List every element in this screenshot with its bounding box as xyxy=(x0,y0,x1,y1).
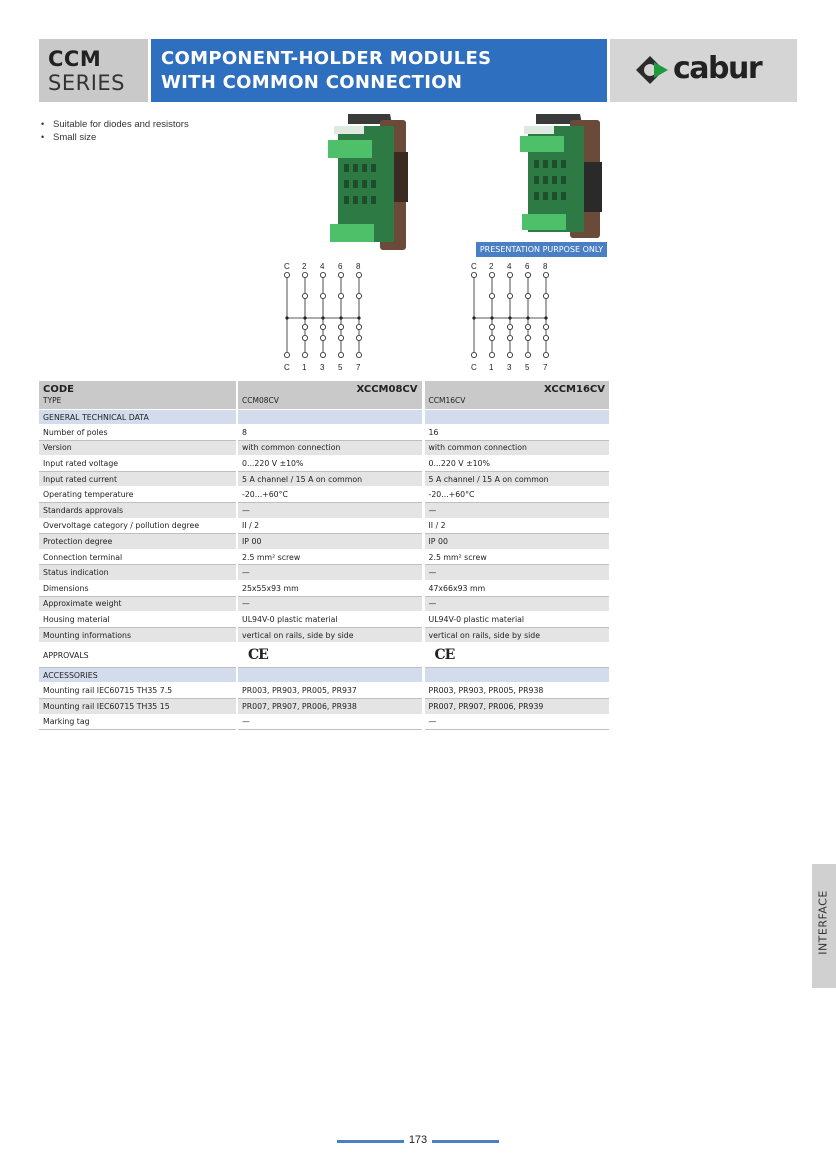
table-row xyxy=(39,596,609,612)
spec-value: IP 00 xyxy=(237,534,423,550)
footer-rule-left xyxy=(337,1140,409,1143)
wiring-schematic-ccm16 xyxy=(463,260,563,375)
spec-label: Connection terminal xyxy=(39,549,237,565)
spec-value: vertical on rails, side by side xyxy=(423,627,609,643)
spec-value: vertical on rails, side by side xyxy=(237,627,423,643)
spec-value: IP 00 xyxy=(423,534,609,550)
spec-value: 0...220 V ±10% xyxy=(423,456,609,472)
schematic-bottom-label: 5 xyxy=(338,363,343,372)
spec-value: UL94V-0 plastic material xyxy=(423,612,609,628)
cabur-logo-icon xyxy=(632,52,670,88)
brand-logo xyxy=(610,39,797,102)
presentation-badge: PRESENTATION PURPOSE ONLY xyxy=(476,242,607,257)
approvals-row xyxy=(39,643,609,668)
spec-value: — xyxy=(423,714,609,730)
spec-value: — xyxy=(423,502,609,518)
spec-value: 5 A channel / 15 A on common xyxy=(423,471,609,487)
spec-value: -20...+60°C xyxy=(237,487,423,503)
product-photo-ccm16 xyxy=(514,112,610,242)
ce-mark-icon: CE xyxy=(434,647,455,664)
table-row xyxy=(39,502,609,518)
schematic-bottom-label: 1 xyxy=(302,363,307,372)
spec-value: PR007, PR907, PR006, PR938 xyxy=(237,698,423,714)
series-code: CCM xyxy=(48,47,102,71)
schematic-top-label: C xyxy=(471,262,477,271)
spec-value: — xyxy=(423,596,609,612)
spec-value: 2.5 mm² screw xyxy=(423,549,609,565)
feature-item: • Small size xyxy=(40,131,189,144)
page-title-line1: COMPONENT-HOLDER MODULES xyxy=(161,48,492,69)
spec-label: Overvoltage category / pollution degree xyxy=(39,518,237,534)
schematic-bottom-label: 3 xyxy=(507,363,512,372)
table-row xyxy=(39,534,609,550)
type-label: TYPE xyxy=(43,396,62,405)
spec-value: 16 xyxy=(423,425,609,441)
spec-label: Input rated voltage xyxy=(39,456,237,472)
accessory-row xyxy=(39,683,609,699)
page-number: 173 xyxy=(404,1134,432,1146)
spec-value: 8 xyxy=(237,425,423,441)
title-box xyxy=(151,39,607,102)
section-label: ACCESSORIES xyxy=(39,668,237,683)
approvals-label: APPROVALS xyxy=(39,643,237,668)
section-header-accessories xyxy=(39,668,609,683)
product-code: XCCM16CV xyxy=(544,384,605,395)
spec-label: Housing material xyxy=(39,612,237,628)
spec-value: PR007, PR907, PR006, PR939 xyxy=(423,698,609,714)
spec-label: Standards approvals xyxy=(39,502,237,518)
table-row xyxy=(39,440,609,456)
table-row xyxy=(39,580,609,596)
page-title-line2: WITH COMMON CONNECTION xyxy=(161,72,463,93)
schematic-top-label: 8 xyxy=(356,262,361,271)
table-row xyxy=(39,471,609,487)
table-row xyxy=(39,518,609,534)
accessory-row xyxy=(39,714,609,730)
product-type: CCM08CV xyxy=(242,396,279,405)
spec-value: — xyxy=(237,714,423,730)
accessory-row xyxy=(39,698,609,714)
schematic-top-label: 2 xyxy=(489,262,494,271)
spec-label: Marking tag xyxy=(39,714,237,730)
schematic-bottom-label: 5 xyxy=(525,363,530,372)
spec-value: with common connection xyxy=(237,440,423,456)
spec-value: II / 2 xyxy=(237,518,423,534)
wiring-schematic-ccm08 xyxy=(276,260,376,375)
spec-table xyxy=(39,381,609,730)
spec-value: — xyxy=(237,596,423,612)
feature-list xyxy=(40,118,189,144)
spec-value: — xyxy=(237,502,423,518)
spec-value: PR003, PR903, PR005, PR937 xyxy=(237,683,423,699)
schematic-bottom-label: 7 xyxy=(543,363,548,372)
product-type: CCM16CV xyxy=(428,396,466,405)
spec-value: — xyxy=(237,565,423,581)
schematic-bottom-label: 7 xyxy=(356,363,361,372)
table-row xyxy=(39,456,609,472)
spec-value: with common connection xyxy=(423,440,609,456)
table-row xyxy=(39,487,609,503)
section-side-tab xyxy=(812,864,836,988)
schematic-top-label: 4 xyxy=(507,262,512,271)
spec-value: 47x66x93 mm xyxy=(423,580,609,596)
table-row xyxy=(39,425,609,441)
logo-text: cabur xyxy=(673,51,762,86)
schematic-top-label: 8 xyxy=(543,262,548,271)
product-photo-ccm08 xyxy=(320,112,420,257)
spec-value: 2.5 mm² screw xyxy=(237,549,423,565)
schematic-top-label: 4 xyxy=(320,262,325,271)
spec-label: Mounting rail IEC60715 TH35 15 xyxy=(39,698,237,714)
spec-value: PR003, PR903, PR005, PR938 xyxy=(423,683,609,699)
spec-value: 5 A channel / 15 A on common xyxy=(237,471,423,487)
ce-mark-icon: CE xyxy=(248,647,268,664)
series-word: SERIES xyxy=(48,71,125,95)
schematic-bottom-label: 3 xyxy=(320,363,325,372)
schematic-top-label: C xyxy=(284,262,290,271)
section-label: GENERAL TECHNICAL DATA xyxy=(39,410,237,425)
code-row xyxy=(39,381,609,410)
side-tab-label: INTERFACE xyxy=(816,890,830,955)
code-label: CODE xyxy=(43,384,74,395)
spec-label: Number of poles xyxy=(39,425,237,441)
table-row xyxy=(39,549,609,565)
table-row xyxy=(39,627,609,643)
schematic-top-label: 6 xyxy=(525,262,530,271)
schematic-bottom-label: C xyxy=(471,363,477,372)
schematic-bottom-label: 1 xyxy=(489,363,494,372)
spec-value: — xyxy=(423,565,609,581)
spec-label: Version xyxy=(39,440,237,456)
spec-label: Dimensions xyxy=(39,580,237,596)
spec-value: 25x55x93 mm xyxy=(237,580,423,596)
spec-label: Mounting informations xyxy=(39,627,237,643)
spec-value: UL94V-0 plastic material xyxy=(237,612,423,628)
footer-rule-right xyxy=(427,1140,499,1143)
product-code: XCCM08CV xyxy=(356,384,418,395)
section-header-general xyxy=(39,410,609,425)
table-row xyxy=(39,565,609,581)
schematic-top-label: 2 xyxy=(302,262,307,271)
series-box xyxy=(39,39,148,102)
schematic-top-label: 6 xyxy=(338,262,343,271)
spec-label: Status indication xyxy=(39,565,237,581)
spec-value: II / 2 xyxy=(423,518,609,534)
spec-value: 0...220 V ±10% xyxy=(237,456,423,472)
schematic-bottom-label: C xyxy=(284,363,290,372)
spec-value: -20...+60°C xyxy=(423,487,609,503)
spec-label: Input rated current xyxy=(39,471,237,487)
spec-label: Mounting rail IEC60715 TH35 7.5 xyxy=(39,683,237,699)
feature-item: • Suitable for diodes and resistors xyxy=(40,118,189,131)
spec-label: Operating temperature xyxy=(39,487,237,503)
spec-label: Approximate weight xyxy=(39,596,237,612)
spec-label: Protection degree xyxy=(39,534,237,550)
table-row xyxy=(39,612,609,628)
